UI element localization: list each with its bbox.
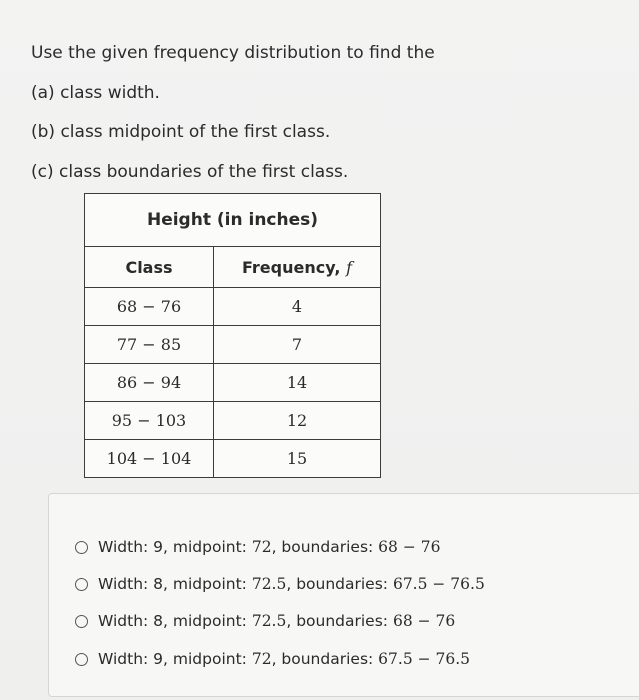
option-midpoint: 72.5: [251, 612, 287, 630]
answer-choices: [48, 493, 639, 697]
frequency-cell: 7: [214, 326, 381, 364]
header-frequency-label: Frequency,: [242, 257, 341, 277]
option-midpoint: 72: [251, 650, 272, 668]
option-width-text: Width: 8, midpoint:: [98, 612, 252, 630]
option-midpoint: 72: [251, 538, 272, 556]
question-text: [31, 34, 435, 192]
question-intro: Use the given frequency distribution to find the: [31, 43, 435, 63]
header-class: Class: [85, 247, 214, 288]
answer-option-label: [98, 575, 485, 593]
frequency-cell: 15: [214, 440, 381, 478]
frequency-cell: 12: [214, 402, 381, 440]
answer-option-3[interactable]: [75, 612, 455, 630]
table-row: [85, 402, 381, 440]
class-cell: 95 − 103: [85, 402, 214, 440]
radio-button[interactable]: [75, 541, 88, 554]
option-boundaries-text: , boundaries:: [271, 650, 379, 668]
table-row: [85, 364, 381, 402]
option-boundaries: 68 − 76: [392, 612, 456, 630]
option-boundaries: 67.5 − 76.5: [378, 650, 471, 668]
question-part-b: (b) class midpoint of the first class.: [31, 122, 331, 142]
question-part-c: (c) class boundaries of the first class.: [31, 161, 349, 182]
option-width-text: Width: 9, midpoint:: [98, 650, 252, 668]
option-width-text: Width: 9, midpoint:: [98, 538, 252, 556]
frequency-cell: 4: [214, 288, 381, 326]
answer-option-4[interactable]: [75, 650, 470, 668]
class-cell: 68 − 76: [85, 288, 214, 326]
question-part-a: (a) class width.: [31, 82, 160, 103]
answer-option-label: [98, 650, 470, 668]
table-row: [85, 288, 381, 326]
header-frequency-symbol: f: [346, 257, 352, 277]
option-boundaries-text: , boundaries:: [271, 538, 379, 556]
class-cell: 104 − 104: [85, 440, 214, 478]
option-boundaries: 68 − 76: [378, 538, 441, 556]
answer-option-2[interactable]: [75, 575, 485, 593]
frequency-table: [84, 193, 381, 478]
option-boundaries-text: , boundaries:: [286, 575, 393, 593]
option-boundaries-text: , boundaries:: [286, 612, 393, 630]
table-row: [85, 326, 381, 364]
table-title: Height (in inches): [85, 194, 381, 247]
answer-option-1[interactable]: [75, 538, 440, 556]
option-midpoint: 72.5: [251, 575, 287, 593]
option-boundaries: 67.5 − 76.5: [392, 575, 485, 593]
class-cell: 77 − 85: [85, 326, 214, 364]
radio-button[interactable]: [75, 615, 88, 628]
table-row: [85, 440, 381, 478]
answer-option-label: [98, 538, 440, 556]
class-cell: 86 − 94: [85, 364, 214, 402]
radio-button[interactable]: [75, 653, 88, 666]
answer-option-label: [98, 612, 455, 630]
radio-button[interactable]: [75, 578, 88, 591]
option-width-text: Width: 8, midpoint:: [98, 575, 252, 593]
header-frequency: [214, 247, 381, 288]
frequency-cell: 14: [214, 364, 381, 402]
